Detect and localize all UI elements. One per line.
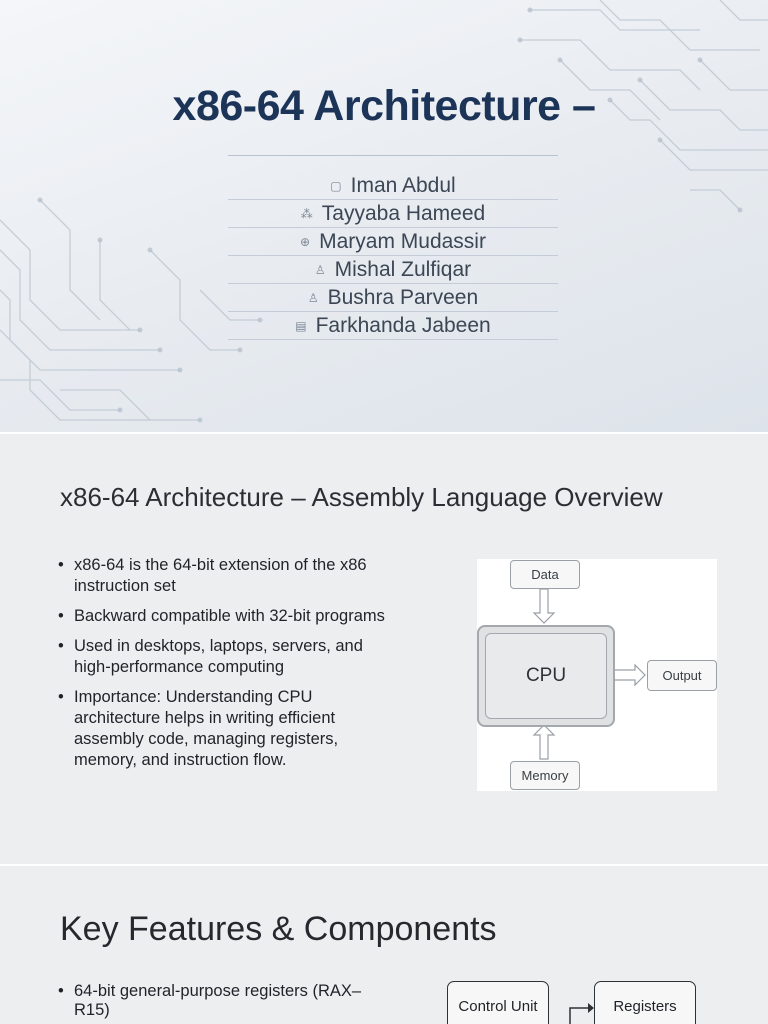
data-box: Data <box>510 560 580 589</box>
cpu-label: CPU <box>485 633 607 719</box>
author-row <box>228 284 558 312</box>
bullet-item: • Used in desktops, laptops, servers, and high-performance computing <box>58 636 388 678</box>
output-box: Output <box>647 660 717 691</box>
author-name: Farkhanda Jabeen <box>315 313 491 337</box>
bullet-list <box>58 555 388 780</box>
bullet-item: • 64-bit general-purpose registers (RAX–R15) <box>58 982 378 1020</box>
bullet-item: • Backward compatible with 32-bit programs <box>58 606 388 627</box>
users-icon: ⁂ <box>300 206 313 221</box>
chip-icon: ▢ <box>330 178 342 193</box>
author-name: Iman Abdul <box>350 173 456 197</box>
slide-title: x86-64 Architecture – <box>172 82 596 130</box>
cpu-diagram <box>477 559 717 791</box>
author-row <box>228 256 558 284</box>
user-icon: ♙ <box>314 262 326 277</box>
author-name: Bushra Parveen <box>327 285 479 309</box>
bullet-list <box>58 982 378 1020</box>
author-row <box>228 228 558 256</box>
cpu-box <box>477 625 615 727</box>
bullet-item: • x86-64 is the 64-bit extension of the x86 instruction set <box>58 555 388 597</box>
card-icon: ▤ <box>295 318 307 333</box>
memory-box: Memory <box>510 761 580 790</box>
slide-title: Key Features & Components <box>60 910 497 948</box>
bullet-item: • Importance: Understanding CPU architecture helps in writing efficient assembly code, managing registers, memory, and instruction flow. <box>58 687 388 771</box>
overview-slide <box>0 434 768 864</box>
author-name: Tayyaba Hameed <box>321 201 486 225</box>
title-slide <box>0 0 768 432</box>
author-list <box>228 172 558 340</box>
title-divider <box>228 155 558 156</box>
author-row <box>228 172 558 200</box>
registers-box: Registers <box>594 981 696 1024</box>
author-row <box>228 200 558 228</box>
author-row <box>228 312 558 340</box>
person-icon: ♙ <box>307 290 319 305</box>
slide-title: x86-64 Architecture – Assembly Language Overview <box>60 482 663 512</box>
author-name: Mishal Zulfiqar <box>334 257 472 281</box>
features-slide <box>0 866 768 1024</box>
control-unit-box: Control Unit <box>447 981 549 1024</box>
globe-icon: ⊕ <box>300 234 311 249</box>
author-name: Maryam Mudassir <box>319 229 486 253</box>
